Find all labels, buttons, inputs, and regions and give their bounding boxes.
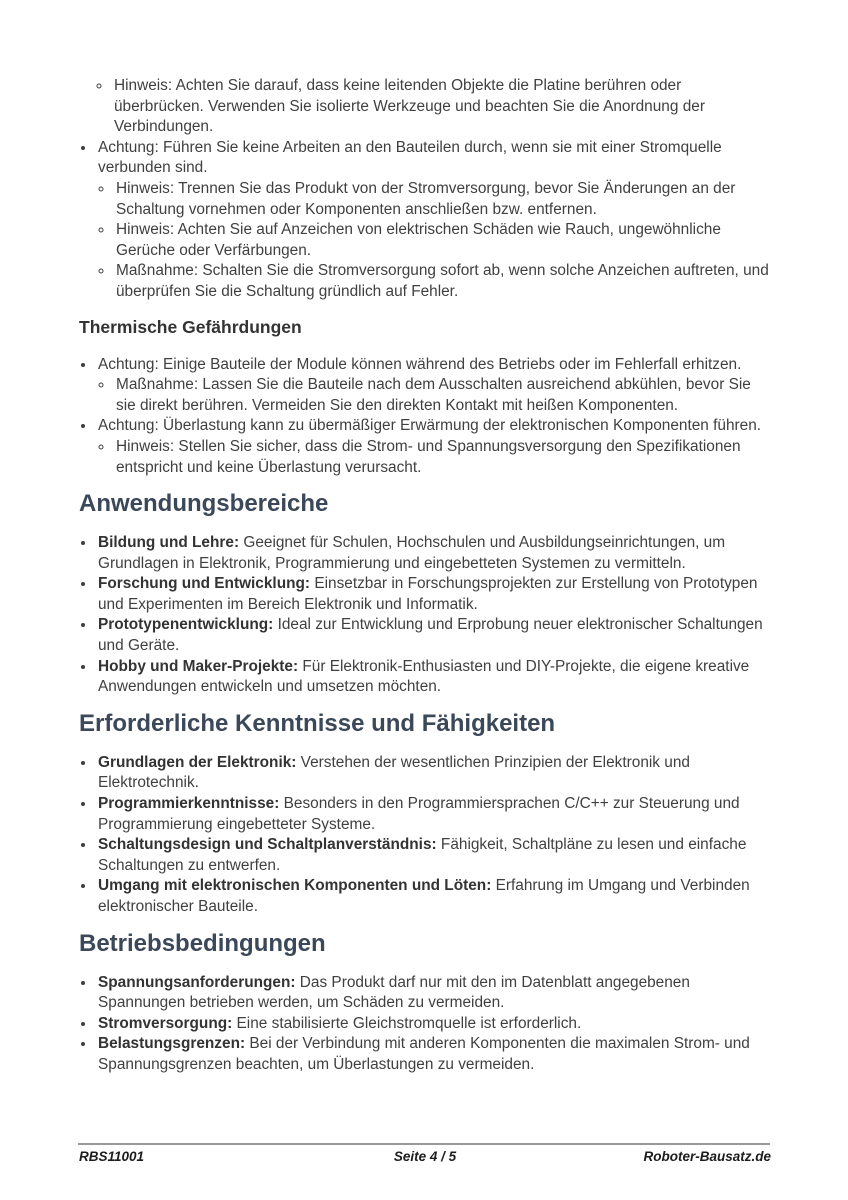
note-text: Hinweis: Trennen Sie das Produkt von der Stromversorgung, bevor Sie Änderungen an der Schaltung vornehmen oder Komponenten anschließen bzw. entfernen. [116,179,736,218]
list-item [96,355,771,417]
list-item [96,973,771,1014]
warning-sublist [98,179,771,303]
list-item [96,1014,771,1035]
note-text: Maßnahme: Schalten Sie die Stromversorgung sofort ab, wenn solche Anzeichen auftreten, und überprüfen Sie die Schaltung gründlich auf Fehler. [116,262,769,300]
list-item-term: Forschung und Entwicklung: [98,575,311,593]
list-item-term: Prototypenentwicklung: [98,616,274,634]
list-item-term: Bildung und Lehre: [98,534,240,552]
list-item [96,1034,771,1075]
list-item-text: Bei der Verbindung mit anderen Komponenten die maximalen Strom- und Spannungsgrenzen beachten, um Überlastungen zu vermeiden. [98,1035,750,1073]
list-item-text: Einsetzbar in Forschungsprojekten zur Erstellung von Prototypen und Experimenten im Bereich Elektronik und Informatik. [98,575,758,613]
warning-text: Achtung: Einige Bauteile der Module können während des Betriebs oder im Fehlerfall erhitzen. [98,355,742,373]
list-item [96,574,771,615]
list-item-text: Verstehen der wesentlichen Prinzipien der Elektronik und Elektrotechnik. [98,753,690,792]
warning-text: Achtung: Überlastung kann zu übermäßiger Erwärmung der elektronischen Komponenten führen. [98,417,762,435]
list-item [96,794,771,835]
list-item [96,533,771,574]
list-item-term: Umgang mit elektronischen Komponenten und Löten: [98,877,492,895]
list-item-text: Eine stabilisierte Gleichstromquelle ist erforderlich. [232,1014,582,1032]
list-item-term: Spannungsanforderungen: [98,973,296,991]
list-item [96,753,771,794]
list-item-term: Schaltungsdesign und Schaltplanverständnis: [98,836,437,854]
list-item-term: Belastungsgrenzen: [98,1035,246,1053]
list-item [96,876,771,917]
section-heading-betriebsbedingungen: Betriebsbedingungen [79,929,326,957]
list-item-term: Stromversorgung: [98,1014,233,1032]
list-item [96,416,771,478]
list-item-term: Programmierkenntnisse: [98,795,280,813]
footer-site: Roboter-Bausatz.de [643,1149,772,1164]
list-item-text: Für Elektronik-Enthusiasten und DIY-Projekte, die eigene kreative Anwendungen entwickeln und umsetzen möchten. [98,657,750,696]
footer-divider [78,1143,770,1145]
note-text: Hinweis: Stellen Sie sicher, dass die Strom- und Spannungsversorgung den Spezifikationen entspricht und keine Überlastung verursacht. [116,437,741,476]
electrical-safety-list [79,138,771,303]
list-item-term: Hobby und Maker-Projekte: [98,657,299,675]
list-item [96,615,771,656]
list-item-text: Besonders in den Programmiersprachen C/C++ zur Steuerung und Programmierung eingebetteter Systeme. [98,795,740,833]
list-item-text: Das Produkt darf nur mit den im Datenblatt angegebenen Spannungen betrieben werden, um Schäden zu vermeiden. [98,973,690,1012]
thermal-hazards-list [79,355,771,479]
list-item [96,657,771,698]
warning-text: Achtung: Führen Sie keine Arbeiten an den Bauteilen durch, wenn sie mit einer Stromquelle verbunden sind. [98,138,722,177]
list-item [114,261,771,302]
list-item [114,437,771,478]
kenntnisse-list [79,753,771,918]
warning-sublist [98,375,771,416]
note-text: Hinweis: Achten Sie darauf, dass keine leitenden Objekte die Platine berühren oder überbrücken. Verwenden Sie isolierte Werkzeuge und beachten Sie die Anordnung der Verbindungen. [114,77,705,136]
page-footer [79,1149,771,1164]
list-item-text: Ideal zur Entwicklung und Erprobung neuer elektronischer Schaltungen und Geräte. [98,616,763,655]
note-text: Hinweis: Achten Sie auf Anzeichen von elektrischen Schäden wie Rauch, ungewöhnliche Gerüche oder Verfärbungen. [116,221,721,259]
list-item-text: Erfahrung im Umgang und Verbinden elektronischer Bauteile. [98,877,750,915]
warning-sublist [98,437,771,478]
section-heading-thermische-gefaehrdungen: Thermische Gefährdungen [79,316,302,337]
list-item-text: Fähigkeit, Schaltpläne zu lesen und einfache Schaltungen zu entwerfen. [98,836,747,874]
list-item [96,138,771,303]
list-item [114,375,771,416]
page-content [79,76,771,1076]
safety-list-continuation [79,76,771,138]
section-heading-anwendungsbereiche: Anwendungsbereiche [79,490,329,518]
list-item-text: Geeignet für Schulen, Hochschulen und Ausbildungseinrichtungen, um Grundlagen in Elektronik, Programmierung und eingebetteten Systemen zu vermitteln. [98,534,726,572]
betriebsbedingungen-list [79,973,771,1076]
list-item-term: Grundlagen der Elektronik: [98,753,297,771]
list-item [114,179,771,220]
list-item [114,220,771,261]
anwendungsbereiche-list [79,533,771,698]
list-item [96,835,771,876]
footer-doc-id: RBS11001 [79,1149,145,1164]
note-text: Maßnahme: Lassen Sie die Bauteile nach dem Ausschalten ausreichend abkühlen, bevor Sie sie direkt berühren. Vermeiden Sie den direkten Kontakt mit heißen Komponenten. [116,376,751,414]
list-item [112,76,771,138]
footer-page-number: Seite 4 / 5 [393,1149,457,1164]
section-heading-erforderliche-kenntnisse: Erforderliche Kenntnisse und Fähigkeiten [79,709,556,737]
